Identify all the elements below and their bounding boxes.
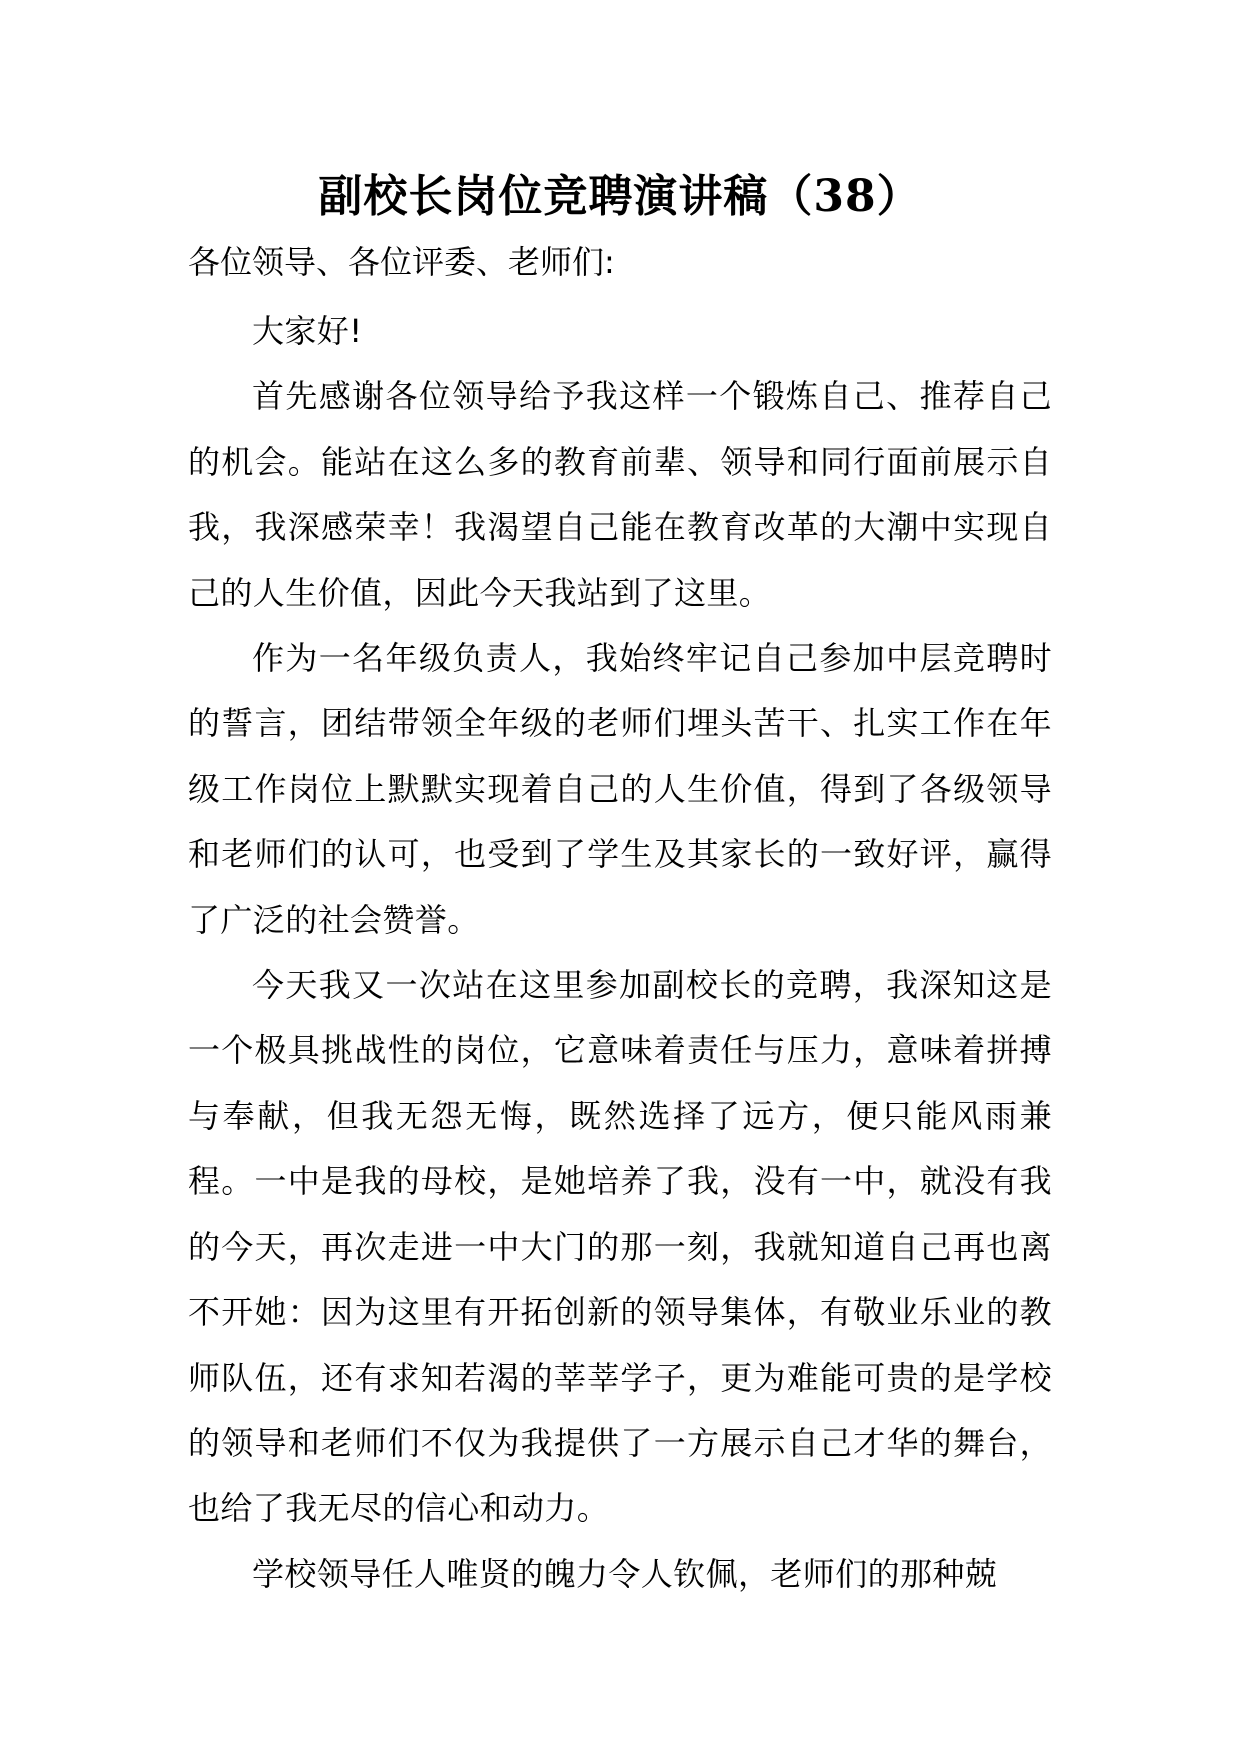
paragraph: 学校领导任人唯贤的魄力令人钦佩，老师们的那种兢 xyxy=(252,1554,998,1593)
document-title: 副校长岗位竞聘演讲稿（38） xyxy=(318,171,922,222)
paragraph: 作为一名年级负责人，我始终牢记自己参加中层竞聘时的誓言，团结带领全年级的老师们埋头苦干、扎实工作在年级工作岗位上默默实现着自己的人生价值，得到了各级领导和老师们的认可，也受到了学生及其家长的一致好评，赢得了广泛的社会赞誉。 xyxy=(188,639,1052,939)
salutation: 各位领导、各位评委、老师们: xyxy=(188,243,615,281)
greeting: 大家好! xyxy=(252,312,363,350)
document-body xyxy=(188,299,1052,1607)
paragraph: 今天我又一次站在这里参加副校长的竞聘，我深知这是一个极具挑战性的岗位，它意味着责任与压力，意味着拼搏与奉献，但我无怨无悔，既然选择了远方，便只能风雨兼程。一中是我的母校，是她培养了我，没有一中，就没有我的今天，再次走进一中大门的那一刻，我就知道自己再也离不开她：因为这里有开拓创新的领导集体，有敬业乐业的教师队伍，还有求知若渴的莘莘学子，更为难能可贵的是学校的领导和老师们不仅为我提供了一方展示自己才华的舞台，也给了我无尽的信心和动力。 xyxy=(188,966,1052,1528)
paragraph: 首先感谢各位领导给予我这样一个锻炼自己、推荐自己的机会。能站在这么多的教育前辈、领导和同行面前展示自我，我深感荣幸！我渴望自己能在教育改革的大潮中实现自己的人生价值，因此今天我站到了这里。 xyxy=(188,377,1052,612)
